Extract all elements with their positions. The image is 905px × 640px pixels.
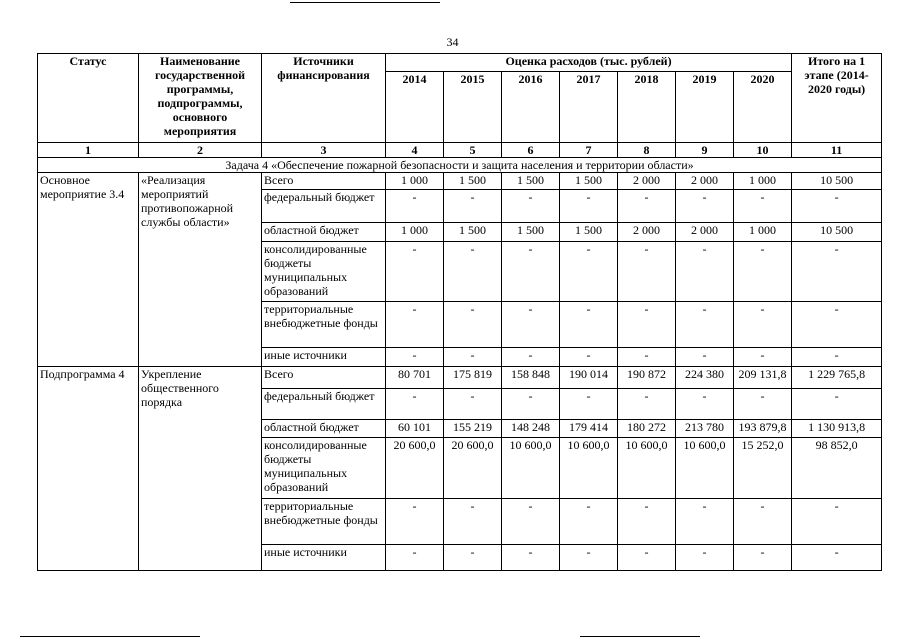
year-value: 10 600,0 [502, 438, 560, 499]
year-value: - [502, 499, 560, 545]
year-value: 158 848 [502, 367, 560, 389]
year-value: - [560, 348, 618, 367]
total-value: - [792, 389, 882, 420]
year-value: 2 000 [676, 173, 734, 190]
year-value: 175 819 [444, 367, 502, 389]
year-value: 1 500 [560, 173, 618, 190]
year-value: 209 131,8 [734, 367, 792, 389]
year-value: - [444, 302, 502, 348]
funding-source: иные источники [262, 348, 386, 367]
year-value: - [676, 545, 734, 571]
year-value: - [560, 499, 618, 545]
group-status: Основное мероприятие 3.4 [38, 173, 139, 367]
funding-source: иные источники [262, 545, 386, 571]
year-value: 179 414 [560, 420, 618, 438]
total-value: - [792, 499, 882, 545]
table-row [38, 173, 882, 190]
year-value: 1 000 [386, 173, 444, 190]
year-value: - [734, 302, 792, 348]
total-value: 10 500 [792, 173, 882, 190]
column-number: 6 [502, 143, 560, 158]
scan-mark-top [290, 2, 440, 3]
year-value: - [734, 242, 792, 302]
year-value: 190 872 [618, 367, 676, 389]
year-value: - [502, 302, 560, 348]
column-number: 4 [386, 143, 444, 158]
year-value: - [618, 499, 676, 545]
year-value: - [560, 190, 618, 223]
year-value: 2 000 [676, 223, 734, 242]
year-value: - [676, 389, 734, 420]
header-status: Статус [38, 54, 139, 143]
header-year: 2019 [676, 72, 734, 143]
column-number: 9 [676, 143, 734, 158]
year-value: - [444, 190, 502, 223]
year-value: - [502, 190, 560, 223]
column-number: 11 [792, 143, 882, 158]
year-value: 180 272 [618, 420, 676, 438]
year-value: - [734, 499, 792, 545]
header-year: 2020 [734, 72, 792, 143]
year-value: - [386, 302, 444, 348]
year-value: - [734, 545, 792, 571]
task-title: Задача 4 «Обеспечение пожарной безопасности и защита населения и территории области» [38, 158, 882, 173]
total-value: - [792, 302, 882, 348]
year-value: 1 000 [386, 223, 444, 242]
year-value: 10 600,0 [560, 438, 618, 499]
budget-table [37, 53, 882, 571]
total-value: 1 229 765,8 [792, 367, 882, 389]
page-number: 34 [446, 35, 459, 49]
year-value: - [444, 389, 502, 420]
table-row [38, 367, 882, 389]
year-value: - [386, 190, 444, 223]
year-value: - [386, 242, 444, 302]
year-value: - [618, 348, 676, 367]
funding-source: консолидированные бюджеты муниципальных образований [262, 438, 386, 499]
funding-source: федеральный бюджет [262, 190, 386, 223]
total-value: 98 852,0 [792, 438, 882, 499]
total-value: - [792, 545, 882, 571]
column-number: 7 [560, 143, 618, 158]
total-value: - [792, 242, 882, 302]
header-year: 2017 [560, 72, 618, 143]
total-value: 10 500 [792, 223, 882, 242]
column-number: 3 [262, 143, 386, 158]
scan-mark-bottom-right [580, 636, 700, 637]
year-value: 1 500 [560, 223, 618, 242]
year-value: - [560, 242, 618, 302]
year-value: - [386, 499, 444, 545]
year-value: - [386, 389, 444, 420]
year-value: 1 500 [502, 173, 560, 190]
year-value: - [560, 545, 618, 571]
year-value: - [676, 302, 734, 348]
year-value: - [502, 348, 560, 367]
funding-source: федеральный бюджет [262, 389, 386, 420]
year-value: - [502, 389, 560, 420]
header-total: Итого на 1 этапе (2014-2020 годы) [792, 54, 882, 143]
year-value: 1 000 [734, 223, 792, 242]
year-value: 193 879,8 [734, 420, 792, 438]
header-sources: Источники финансирования [262, 54, 386, 143]
year-value: - [502, 242, 560, 302]
funding-source: Всего [262, 367, 386, 389]
year-value: 10 600,0 [618, 438, 676, 499]
header-estimate: Оценка расходов (тыс. рублей) [386, 54, 792, 72]
year-value: 148 248 [502, 420, 560, 438]
header-name: Наименование государственной программы, подпрограммы, основного мероприятия [139, 54, 262, 143]
year-value: 80 701 [386, 367, 444, 389]
scan-mark-bottom-left [20, 636, 200, 637]
year-value: - [444, 499, 502, 545]
year-value: - [444, 242, 502, 302]
year-value: 155 219 [444, 420, 502, 438]
year-value: - [444, 545, 502, 571]
total-value: - [792, 348, 882, 367]
year-value: - [676, 499, 734, 545]
year-value: - [444, 348, 502, 367]
funding-source: Всего [262, 173, 386, 190]
funding-source: областной бюджет [262, 420, 386, 438]
year-value: 10 600,0 [676, 438, 734, 499]
year-value: 190 014 [560, 367, 618, 389]
column-number: 2 [139, 143, 262, 158]
year-value: - [502, 545, 560, 571]
year-value: - [618, 302, 676, 348]
year-value: 60 101 [386, 420, 444, 438]
year-value: - [618, 190, 676, 223]
year-value: - [676, 348, 734, 367]
year-value: - [734, 348, 792, 367]
total-value: 1 130 913,8 [792, 420, 882, 438]
funding-source: областной бюджет [262, 223, 386, 242]
year-value: 15 252,0 [734, 438, 792, 499]
year-value: - [618, 389, 676, 420]
year-value: 1 500 [444, 223, 502, 242]
funding-source: территориальные внебюджетные фонды [262, 499, 386, 545]
header-year: 2014 [386, 72, 444, 143]
header-year: 2016 [502, 72, 560, 143]
header-year: 2018 [618, 72, 676, 143]
year-value: 20 600,0 [444, 438, 502, 499]
funding-source: территориальные внебюджетные фонды [262, 302, 386, 348]
year-value: 224 380 [676, 367, 734, 389]
year-value: 213 780 [676, 420, 734, 438]
column-number: 8 [618, 143, 676, 158]
year-value: 2 000 [618, 173, 676, 190]
column-number: 5 [444, 143, 502, 158]
column-number: 1 [38, 143, 139, 158]
year-value: - [676, 242, 734, 302]
year-value: 1 500 [502, 223, 560, 242]
column-number: 10 [734, 143, 792, 158]
funding-source: консолидированные бюджеты муниципальных образований [262, 242, 386, 302]
header-year: 2015 [444, 72, 502, 143]
year-value: - [386, 545, 444, 571]
year-value: - [734, 389, 792, 420]
group-status: Подпрограмма 4 [38, 367, 139, 571]
year-value: - [618, 545, 676, 571]
year-value: - [560, 389, 618, 420]
year-value: 1 500 [444, 173, 502, 190]
year-value: - [386, 348, 444, 367]
group-name: Укрепление общественного порядка [139, 367, 262, 571]
year-value: - [734, 190, 792, 223]
group-name: «Реализация мероприятий противопожарной службы области» [139, 173, 262, 367]
year-value: 1 000 [734, 173, 792, 190]
year-value: 2 000 [618, 223, 676, 242]
year-value: - [560, 302, 618, 348]
year-value: - [676, 190, 734, 223]
year-value: 20 600,0 [386, 438, 444, 499]
year-value: - [618, 242, 676, 302]
total-value: - [792, 190, 882, 223]
